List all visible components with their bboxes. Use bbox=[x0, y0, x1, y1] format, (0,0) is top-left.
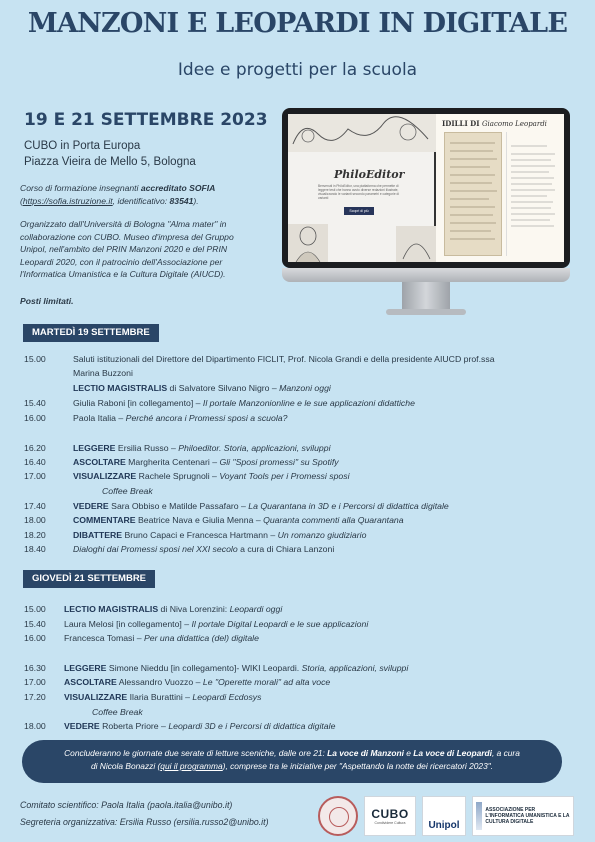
monitor-screen-frame bbox=[282, 108, 570, 268]
manuscript-handwriting bbox=[445, 133, 503, 257]
intro-sofia: Corso di formazione insegnanti accreditato SOFIA (https://sofia.istruzione.it, identificativo: 83541). bbox=[20, 183, 216, 206]
idilli-page bbox=[436, 114, 564, 262]
cubo-logo: CUBO Condividere Cultura bbox=[364, 796, 416, 836]
organizing-secretariat: Segreteria organizzativa: Ersilia Russo (ersilia.russo2@unibo.it) bbox=[20, 817, 269, 827]
monitor-chin bbox=[282, 268, 570, 282]
philoeditor-title: PhiloEditor bbox=[334, 168, 405, 181]
manuscript-image bbox=[444, 132, 502, 256]
evening-readings-banner: Concluderanno le giornate due serate di letture sceniche, dalle ore 21: La voce di Manzoni e La voce di Leopardi, a cura di Nicola Bonazzi (qui il programma), comprese tra le iniziative per "Aspettando la notte dei ricercatori 2023". bbox=[22, 740, 562, 783]
event-dates: 19 E 21 SETTEMBRE 2023 bbox=[24, 110, 268, 130]
monitor-screen bbox=[288, 114, 564, 262]
voce-leopardi: La voce di Leopardi bbox=[413, 748, 492, 758]
unibo-seal-logo bbox=[318, 796, 358, 836]
page-title: MANZONI E LEOPARDI IN DIGITALE bbox=[27, 8, 568, 39]
program-link[interactable]: qui il programma bbox=[160, 761, 223, 771]
partner-logos bbox=[318, 796, 576, 836]
philoeditor-description: Benvenuti in PhiloEditor, una piattaforma che permette di leggere testi che hanno avuto diverse redazioni illustrate, visualizzando le varianti secondo parametri e categorie di varianti bbox=[318, 184, 399, 200]
day1-header: MARTEDÌ 19 SETTEMBRE bbox=[23, 324, 159, 342]
monitor-neck bbox=[402, 282, 450, 310]
unipol-logo: Unipol bbox=[422, 796, 466, 836]
page-subtitle: Idee e progetti per la scuola bbox=[177, 60, 418, 80]
transcription-text bbox=[506, 132, 560, 256]
scientific-committee: Comitato scientifico: Paola Italia (paola.italia@unibo.it) bbox=[20, 800, 233, 810]
sofia-link[interactable]: (https://sofia.istruzione.it bbox=[20, 195, 113, 206]
monitor-base bbox=[386, 309, 466, 315]
limited-seats: Posti limitati. bbox=[20, 296, 74, 306]
philoeditor-discover-button[interactable]: Scopri di più bbox=[344, 207, 374, 215]
intro-organizers: Organizzato dall'Università di Bologna "Alma mater" in collaborazione con CUBO. Museo d'impresa del Gruppo Unipol, nell'ambito del PRIN Manzoni 2020 e del PRIN Leopardi 2020, con il patrocinio dell'Associazione per l'Informatica Umanistica e la Cultura Digitale (AIUCD). bbox=[20, 219, 234, 279]
venue-line-2: Piazza Vieira de Mello 5, Bologna bbox=[24, 156, 196, 168]
venue bbox=[24, 138, 196, 170]
aiucd-logo: ASSOCIAZIONE PER L'INFORMATICA UMANISTICA E LA CULTURA DIGITALE bbox=[472, 796, 574, 836]
day2-header: GIOVEDÌ 21 SETTEMBRE bbox=[23, 570, 155, 588]
idilli-title: IDILLI DI Giacomo Leopardi bbox=[442, 119, 547, 128]
philoeditor-page bbox=[288, 114, 436, 262]
aiucd-mark-icon bbox=[476, 802, 482, 830]
venue-line-1: CUBO in Porta Europa bbox=[24, 140, 141, 152]
voce-manzoni: La voce di Manzoni bbox=[327, 748, 404, 758]
transcription-lines bbox=[507, 132, 561, 256]
monitor-illustration bbox=[282, 108, 570, 323]
sofia-accreditation: accreditato SOFIA bbox=[140, 183, 216, 193]
